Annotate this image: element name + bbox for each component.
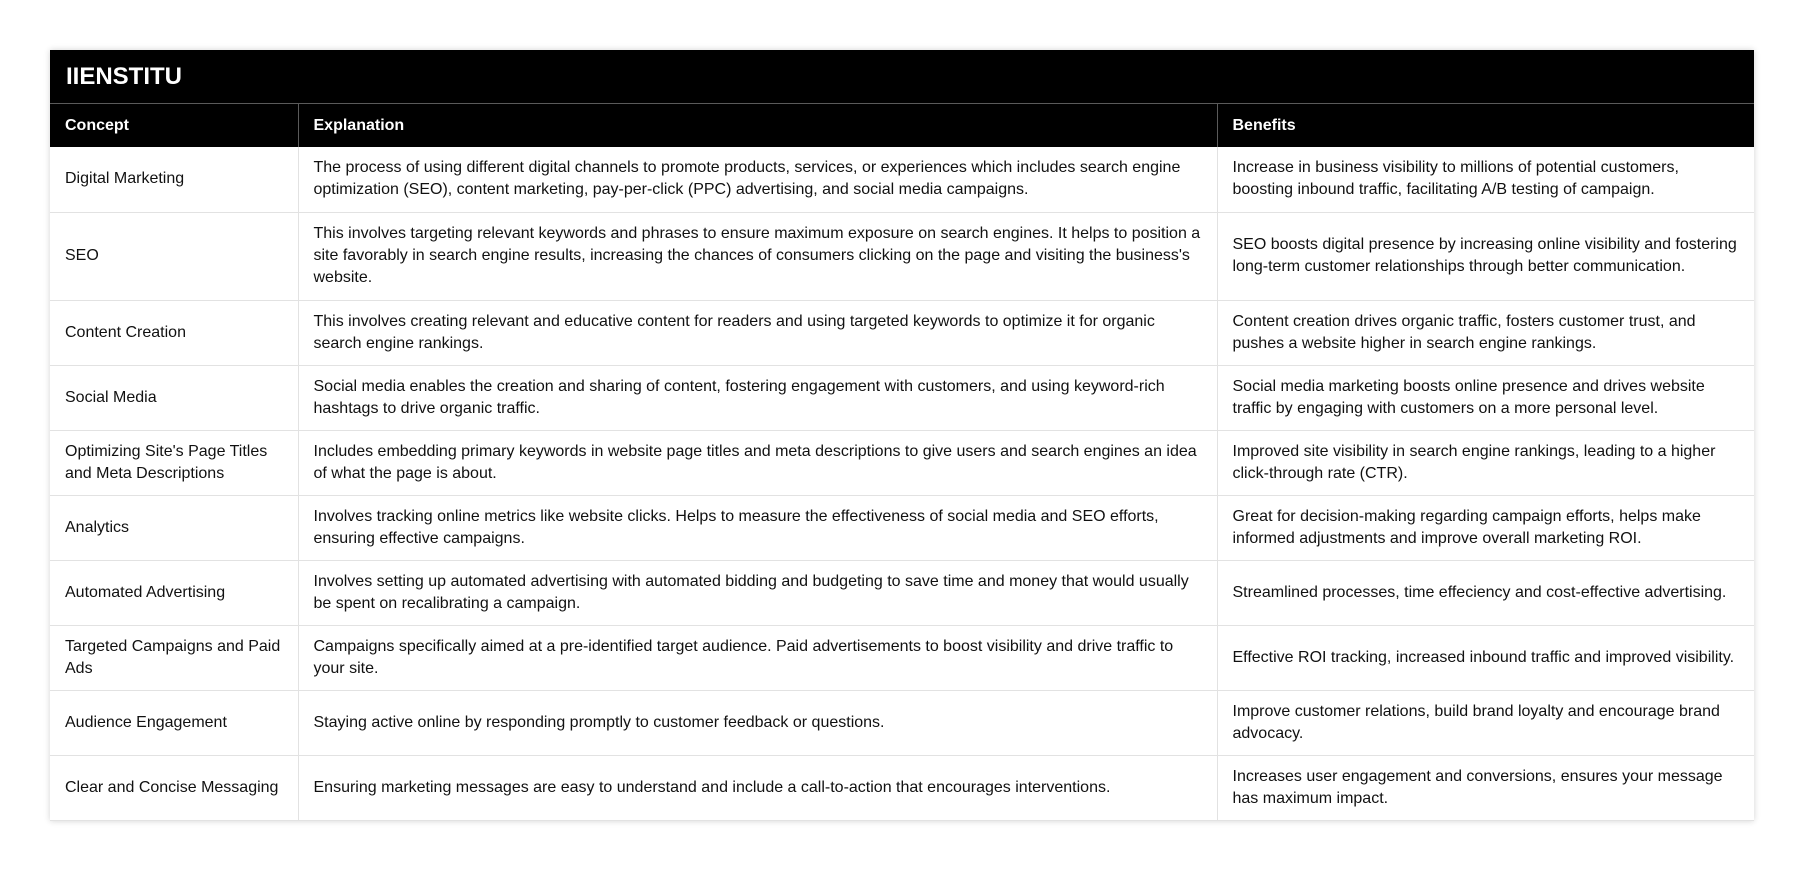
cell-benefits: Improved site visibility in search engine rankings, leading to a higher click-through rate (CTR). xyxy=(1217,430,1754,495)
concepts-table xyxy=(50,104,1754,821)
cell-explanation: Involves tracking online metrics like website clicks. Helps to measure the effectiveness of social media and SEO efforts, ensuring effective campaigns. xyxy=(298,495,1217,560)
header-concept: Concept xyxy=(50,104,298,147)
cell-benefits: Improve customer relations, build brand loyalty and encourage brand advocacy. xyxy=(1217,690,1754,755)
cell-concept: Audience Engagement xyxy=(50,690,298,755)
table-row xyxy=(50,690,1754,755)
cell-concept: Optimizing Site's Page Titles and Meta Descriptions xyxy=(50,430,298,495)
cell-explanation: Ensuring marketing messages are easy to understand and include a call-to-action that encourages interventions. xyxy=(298,755,1217,820)
cell-concept: Clear and Concise Messaging xyxy=(50,755,298,820)
header-explanation: Explanation xyxy=(298,104,1217,147)
cell-explanation: This involves targeting relevant keywords and phrases to ensure maximum exposure on search engines. It helps to position a site favorably in search engine results, increasing the chances of consumers clicking on the page and visiting the business's website. xyxy=(298,212,1217,300)
table-row xyxy=(50,212,1754,300)
table-row xyxy=(50,755,1754,820)
cell-explanation: Staying active online by responding promptly to customer feedback or questions. xyxy=(298,690,1217,755)
cell-concept: Automated Advertising xyxy=(50,560,298,625)
cell-explanation: Involves setting up automated advertising with automated bidding and budgeting to save time and money that would usually be spent on recalibrating a campaign. xyxy=(298,560,1217,625)
cell-benefits: Streamlined processes, time effeciency and cost-effective advertising. xyxy=(1217,560,1754,625)
concepts-table-card xyxy=(50,50,1754,821)
cell-benefits: Social media marketing boosts online presence and drives website traffic by engaging with customers on a more personal level. xyxy=(1217,365,1754,430)
table-row xyxy=(50,560,1754,625)
cell-concept: SEO xyxy=(50,212,298,300)
cell-explanation: The process of using different digital channels to promote products, services, or experiences which includes search engine optimization (SEO), content marketing, pay-per-click (PPC) advertising, and social media campaigns. xyxy=(298,147,1217,212)
table-row xyxy=(50,147,1754,212)
table-row xyxy=(50,495,1754,560)
cell-explanation: Includes embedding primary keywords in website page titles and meta descriptions to give users and search engines an idea of what the page is about. xyxy=(298,430,1217,495)
table-row xyxy=(50,300,1754,365)
header-benefits: Benefits xyxy=(1217,104,1754,147)
table-header-row xyxy=(50,104,1754,147)
cell-benefits: Increase in business visibility to millions of potential customers, boosting inbound traffic, facilitating A/B testing of campaign. xyxy=(1217,147,1754,212)
cell-concept: Targeted Campaigns and Paid Ads xyxy=(50,625,298,690)
cell-concept: Content Creation xyxy=(50,300,298,365)
cell-explanation: This involves creating relevant and educative content for readers and using targeted keywords to optimize it for organic search engine rankings. xyxy=(298,300,1217,365)
cell-explanation: Campaigns specifically aimed at a pre-identified target audience. Paid advertisements to boost visibility and drive traffic to your site. xyxy=(298,625,1217,690)
cell-concept: Digital Marketing xyxy=(50,147,298,212)
table-row xyxy=(50,625,1754,690)
cell-concept: Social Media xyxy=(50,365,298,430)
table-row xyxy=(50,365,1754,430)
cell-benefits: SEO boosts digital presence by increasing online visibility and fostering long-term customer relationships through better communication. xyxy=(1217,212,1754,300)
cell-concept: Analytics xyxy=(50,495,298,560)
brand-title: IIENSTITU xyxy=(50,50,1754,104)
table-row xyxy=(50,430,1754,495)
cell-benefits: Great for decision-making regarding campaign efforts, helps make informed adjustments and improve overall marketing ROI. xyxy=(1217,495,1754,560)
cell-benefits: Content creation drives organic traffic, fosters customer trust, and pushes a website higher in search engine rankings. xyxy=(1217,300,1754,365)
cell-explanation: Social media enables the creation and sharing of content, fostering engagement with customers, and using keyword-rich hashtags to drive organic traffic. xyxy=(298,365,1217,430)
cell-benefits: Effective ROI tracking, increased inbound traffic and improved visibility. xyxy=(1217,625,1754,690)
cell-benefits: Increases user engagement and conversions, ensures your message has maximum impact. xyxy=(1217,755,1754,820)
